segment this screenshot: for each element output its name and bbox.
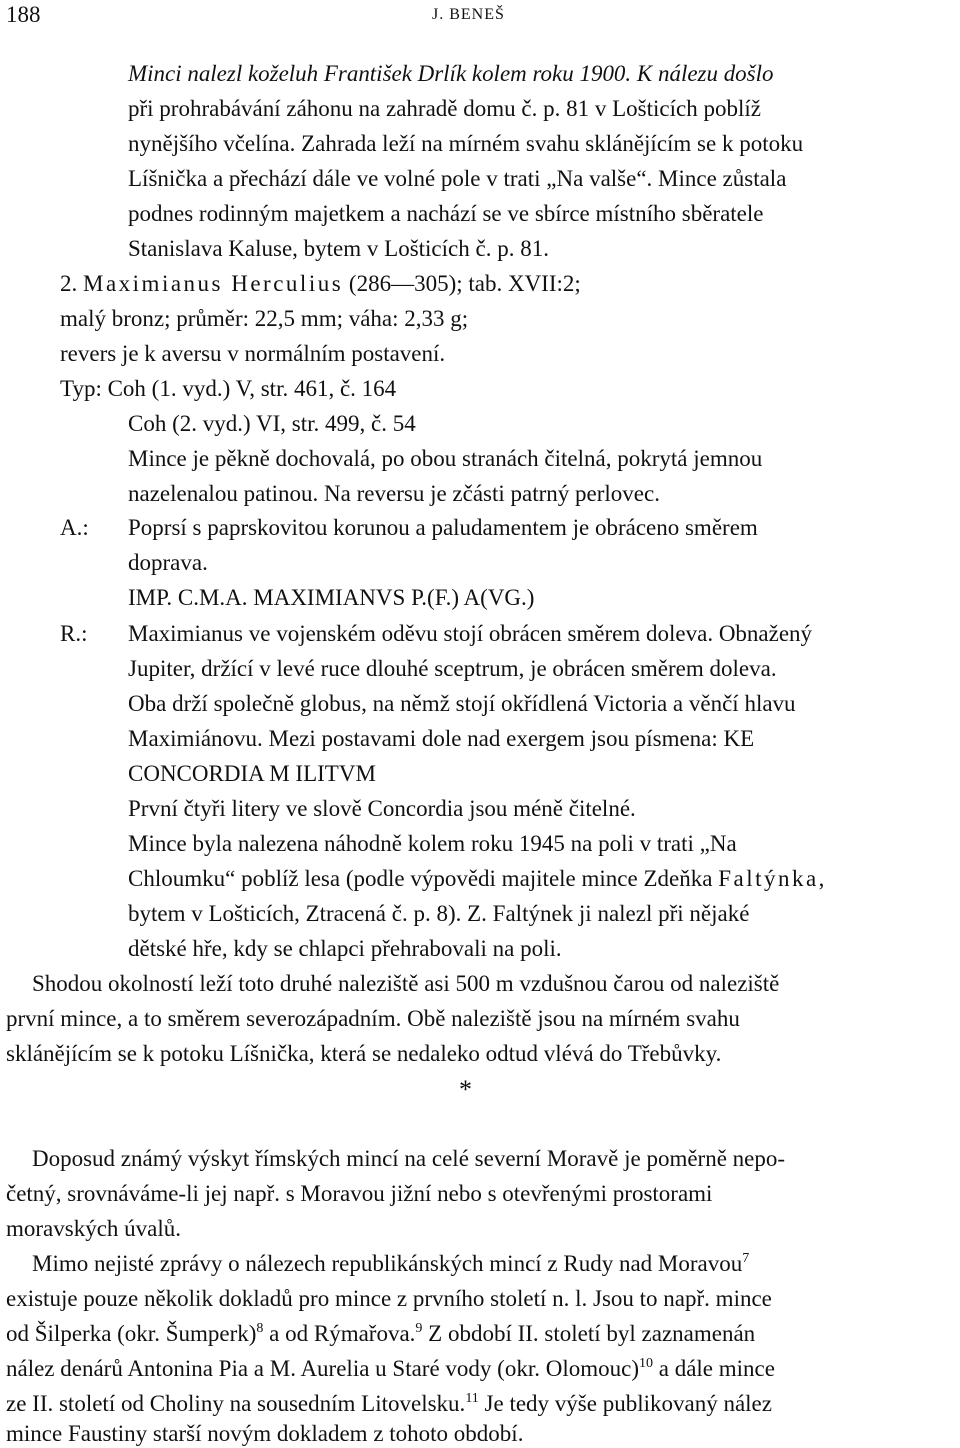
coin-heading-detail: (286—305); tab. XVII:2; [348, 271, 581, 296]
reverse-text: Maximianus ve vojenském oděvu stojí obrácen směrem doleva. Obnažený [128, 621, 813, 646]
coin-heading [60, 270, 581, 298]
coin-number: 2. [60, 271, 78, 296]
obverse-legend: IMP. C.M.A. MAXIMIANVS P.(F.) A(VG.) [128, 585, 535, 610]
text-part: Je tedy výše publikovaný nález [478, 1391, 772, 1416]
text-line: Doposud známý výskyt římských mincí na celé severní Moravě je poměrně nepo- [32, 1146, 786, 1171]
text-line: moravských úvalů. [6, 1216, 182, 1241]
obverse-text: Poprsí s paprskovitou korunou a paludamentem je obráceno směrem [128, 515, 758, 540]
text-line: nynějšího včelína. Zahrada leží na mírném svahu sklánějícím se k potoku [128, 131, 804, 156]
reverse-label: R.: [60, 621, 88, 646]
text-part: a dále mince [652, 1356, 775, 1381]
find-text: bytem v Lošticích, Ztracená č. p. 8). Z. Faltýnek ji nalezl při nějaké [128, 901, 750, 926]
text-part: ze II. století od Choliny na sousedním Litovelsku. [6, 1391, 466, 1416]
text-line: existuje pouze několik dokladů pro mince z prvního století n. l. Jsou to např. mince [6, 1286, 772, 1311]
find-text-part: Chloumku“ poblíž lesa (podle výpovědi majitele mince Zdeňka [128, 866, 713, 891]
coin-orientation: revers je k aversu v normálním postavení. [60, 341, 446, 366]
section-separator: * [459, 1075, 472, 1104]
page-number: 188 [6, 2, 41, 27]
find-text [128, 865, 827, 893]
text-line: při prohrabávání záhonu na zahradě domu č. p. 81 v Lošticích poblíž [128, 96, 761, 121]
find-text: Mince byla nalezena náhodně kolem roku 1945 na poli v trati „Na [128, 831, 737, 856]
text-line: sklánějícím se k potoku Líšnička, která se nedaleko odtud vlévá do Třebůvky. [6, 1041, 722, 1066]
reverse-legend: CONCORDIA M ILITVM [128, 761, 376, 786]
reverse-text: První čtyři litery ve slově Concordia jsou méně čitelné. [128, 796, 636, 821]
text-part: Z období II. století byl zaznamenán [422, 1321, 756, 1346]
text-part: a od Rýmařova. [263, 1321, 416, 1346]
footnote-ref[interactable]: 8 [256, 1321, 264, 1336]
text-line: Líšnička a přechází dále ve volné pole v trati „Na valše“. Mince zůstala [128, 166, 787, 191]
text-line: Stanislava Kaluse, bytem v Lošticích č. p. 81. [128, 236, 549, 261]
text-line: Minci nalezl koželuh František Drlík kolem roku 1900. K nálezu došlo [128, 61, 774, 86]
text-line [6, 1390, 772, 1418]
text-part: od Šilperka (okr. Šumperk) [6, 1321, 257, 1346]
coin-condition-line: nazelenalou patinou. Na reversu je zčásti patrný perlovec. [128, 481, 660, 506]
reverse-text: Jupiter, držící v levé ruce dlouhé sceptrum, je obrácen směrem doleva. [128, 656, 777, 681]
coin-description: malý bronz; průměr: 22,5 mm; váha: 2,33 g; [60, 306, 469, 331]
reverse-text: Oba drží společně globus, na němž stojí okřídlená Victoria a věnčí hlavu [128, 691, 796, 716]
footnote-ref[interactable]: 11 [465, 1391, 479, 1406]
text-line: mince Faustiny starší novým dokladem z tohoto období. [6, 1421, 524, 1446]
text-line: četný, srovnáváme-li jej např. s Moravou jižní nebo s otevřenými prostorami [6, 1181, 713, 1206]
text-line: podnes rodinným majetkem a nachází se ve sbírce místního sběratele [128, 201, 764, 226]
footnote-ref[interactable]: 10 [638, 1356, 653, 1371]
obverse-label: A.: [60, 515, 89, 540]
coin-condition-line: Mince je pěkně dochovalá, po obou stranách čitelná, pokrytá jemnou [128, 446, 763, 471]
footnote-ref[interactable]: 7 [742, 1251, 750, 1266]
finder-name: Faltýnka, [718, 866, 827, 891]
text-line: první mince, a to směrem severozápadním. Obě naleziště jsou na mírném svahu [6, 1006, 740, 1031]
coin-type-ref-1: Typ: Coh (1. vyd.) V, str. 461, č. 164 [60, 376, 397, 401]
obverse-text: doprava. [128, 550, 208, 575]
coin-type-ref-2: Coh (2. vyd.) VI, str. 499, č. 54 [128, 411, 416, 436]
running-header-author: J. BENEŠ [432, 6, 505, 23]
text-line [6, 1355, 775, 1383]
coin-ruler-name: Maximianus Herculius [83, 271, 344, 296]
text-part: Mimo nejisté zprávy o nálezech republikánských mincí z Rudy nad Moravou [32, 1251, 743, 1276]
find-text: dětské hře, kdy se chlapci přehrabovali na poli. [128, 936, 562, 961]
text-line: Shodou okolností leží toto druhé naleziště asi 500 m vzdušnou čarou od naleziště [32, 971, 780, 996]
text-line [32, 1250, 749, 1278]
reverse-text: Maximiánovu. Mezi postavami dole nad exergem jsou písmena: KE [128, 726, 755, 751]
footnote-ref[interactable]: 9 [415, 1321, 423, 1336]
text-part: nález denárů Antonina Pia a M. Aurelia u Staré vody (okr. Olomouc) [6, 1356, 639, 1381]
text-line [6, 1320, 755, 1348]
